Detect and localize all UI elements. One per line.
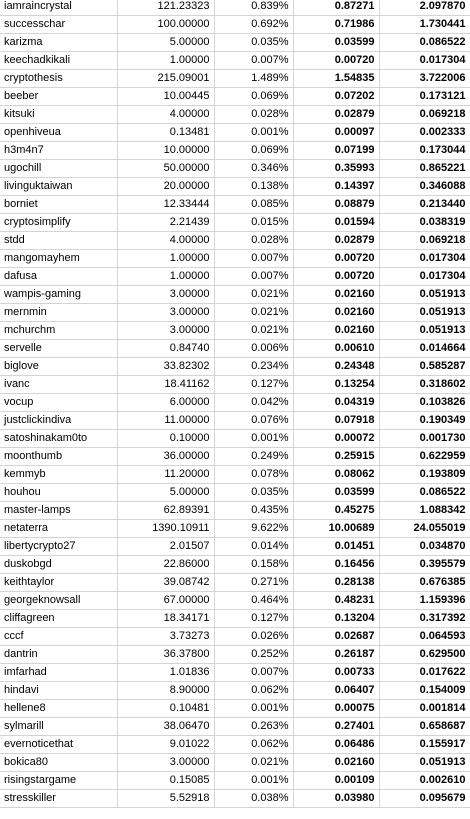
cell-value-2[interactable]: 0.017304 bbox=[379, 52, 470, 70]
table-row bbox=[0, 232, 470, 250]
cell-account[interactable]: dantrin bbox=[0, 646, 117, 664]
cell-percent[interactable]: 0.271% bbox=[214, 574, 293, 592]
cell-percent[interactable]: 0.021% bbox=[214, 304, 293, 322]
cell-value-1[interactable]: 0.13204 bbox=[293, 610, 379, 628]
cell-account[interactable]: risingstargame bbox=[0, 772, 117, 790]
table-row bbox=[0, 538, 470, 556]
cell-amount[interactable]: 1.01836 bbox=[117, 664, 214, 682]
table-row bbox=[0, 124, 470, 142]
cell-percent[interactable]: 0.001% bbox=[214, 430, 293, 448]
cell-value-1[interactable]: 0.02160 bbox=[293, 286, 379, 304]
cell-amount[interactable]: 2.21439 bbox=[117, 214, 214, 232]
cell-amount[interactable]: 3.00000 bbox=[117, 286, 214, 304]
cell-value-1[interactable]: 0.02879 bbox=[293, 232, 379, 250]
cell-value-2[interactable]: 0.038319 bbox=[379, 214, 470, 232]
cell-amount[interactable]: 1.00000 bbox=[117, 268, 214, 286]
table-row bbox=[0, 268, 470, 286]
table-row bbox=[0, 178, 470, 196]
cell-value-1[interactable]: 0.00720 bbox=[293, 52, 379, 70]
cell-percent[interactable]: 0.138% bbox=[214, 178, 293, 196]
cell-value-2[interactable]: 0.317392 bbox=[379, 610, 470, 628]
cell-value-2[interactable]: 0.001814 bbox=[379, 700, 470, 718]
cell-account[interactable]: vocup bbox=[0, 394, 117, 412]
table-row bbox=[0, 16, 470, 34]
cell-percent[interactable]: 0.035% bbox=[214, 484, 293, 502]
cell-value-2[interactable]: 0.585287 bbox=[379, 358, 470, 376]
cell-amount[interactable]: 3.73273 bbox=[117, 628, 214, 646]
cell-amount[interactable]: 36.37800 bbox=[117, 646, 214, 664]
table-row bbox=[0, 142, 470, 160]
cell-amount[interactable]: 38.06470 bbox=[117, 718, 214, 736]
cell-value-1[interactable]: 0.08062 bbox=[293, 466, 379, 484]
cell-amount[interactable]: 20.00000 bbox=[117, 178, 214, 196]
cell-account[interactable]: cliffagreen bbox=[0, 610, 117, 628]
cell-amount[interactable]: 67.00000 bbox=[117, 592, 214, 610]
cell-amount[interactable]: 5.00000 bbox=[117, 484, 214, 502]
cell-percent[interactable]: 0.001% bbox=[214, 772, 293, 790]
cell-value-1[interactable]: 0.45275 bbox=[293, 502, 379, 520]
table-row bbox=[0, 682, 470, 700]
cell-value-2[interactable]: 0.002610 bbox=[379, 772, 470, 790]
cell-percent[interactable]: 0.035% bbox=[214, 34, 293, 52]
table-row bbox=[0, 0, 470, 16]
cell-value-2[interactable]: 0.069218 bbox=[379, 232, 470, 250]
cell-value-1[interactable]: 0.00072 bbox=[293, 430, 379, 448]
cell-amount[interactable]: 18.34171 bbox=[117, 610, 214, 628]
cell-account[interactable]: evernoticethat bbox=[0, 736, 117, 754]
cell-account[interactable]: stdd bbox=[0, 232, 117, 250]
cell-percent[interactable]: 0.007% bbox=[214, 664, 293, 682]
cell-account[interactable]: cryptosimplify bbox=[0, 214, 117, 232]
table-row bbox=[0, 646, 470, 664]
cell-amount[interactable]: 62.89391 bbox=[117, 502, 214, 520]
cell-amount[interactable]: 10.00000 bbox=[117, 142, 214, 160]
cell-value-2[interactable]: 0.190349 bbox=[379, 412, 470, 430]
table-row bbox=[0, 106, 470, 124]
cell-account[interactable]: kitsuki bbox=[0, 106, 117, 124]
table-row bbox=[0, 34, 470, 52]
cell-amount[interactable]: 0.84740 bbox=[117, 340, 214, 358]
cell-value-1[interactable]: 0.14397 bbox=[293, 178, 379, 196]
cell-amount[interactable]: 22.86000 bbox=[117, 556, 214, 574]
table-row bbox=[0, 376, 470, 394]
cell-account[interactable]: kemmyb bbox=[0, 466, 117, 484]
cell-percent[interactable]: 0.069% bbox=[214, 142, 293, 160]
cell-amount[interactable]: 36.00000 bbox=[117, 448, 214, 466]
table-row bbox=[0, 556, 470, 574]
table-row bbox=[0, 772, 470, 790]
table-row bbox=[0, 664, 470, 682]
cell-value-1[interactable]: 0.07199 bbox=[293, 142, 379, 160]
cell-amount[interactable]: 5.00000 bbox=[117, 34, 214, 52]
cell-percent[interactable]: 0.007% bbox=[214, 268, 293, 286]
cell-value-1[interactable]: 0.00720 bbox=[293, 268, 379, 286]
cell-amount[interactable]: 9.01022 bbox=[117, 736, 214, 754]
cell-percent[interactable]: 0.021% bbox=[214, 322, 293, 340]
table-row bbox=[0, 466, 470, 484]
table-row bbox=[0, 160, 470, 178]
cell-account[interactable]: iamraincrystal bbox=[0, 0, 117, 16]
cell-amount[interactable]: 1.00000 bbox=[117, 52, 214, 70]
table-row bbox=[0, 394, 470, 412]
cell-value-1[interactable]: 0.87271 bbox=[293, 0, 379, 16]
cell-value-2[interactable]: 0.017622 bbox=[379, 664, 470, 682]
cell-percent[interactable]: 0.158% bbox=[214, 556, 293, 574]
cell-percent[interactable]: 0.028% bbox=[214, 232, 293, 250]
cell-amount[interactable]: 1390.10911 bbox=[117, 520, 214, 538]
cell-percent[interactable]: 0.028% bbox=[214, 106, 293, 124]
table-row bbox=[0, 736, 470, 754]
table-row bbox=[0, 718, 470, 736]
cell-value-2[interactable]: 1.088342 bbox=[379, 502, 470, 520]
cell-account[interactable]: successchar bbox=[0, 16, 117, 34]
cell-account[interactable]: keithtaylor bbox=[0, 574, 117, 592]
cell-percent[interactable]: 0.006% bbox=[214, 340, 293, 358]
cell-value-2[interactable]: 0.034870 bbox=[379, 538, 470, 556]
cell-account[interactable]: mchurchm bbox=[0, 322, 117, 340]
table-row bbox=[0, 196, 470, 214]
cell-amount[interactable]: 11.20000 bbox=[117, 466, 214, 484]
cell-value-1[interactable]: 0.00720 bbox=[293, 250, 379, 268]
cell-percent[interactable]: 0.085% bbox=[214, 196, 293, 214]
table-row bbox=[0, 250, 470, 268]
cell-value-1[interactable]: 0.13254 bbox=[293, 376, 379, 394]
cell-amount[interactable]: 215.09001 bbox=[117, 70, 214, 88]
cell-value-2[interactable]: 1.730441 bbox=[379, 16, 470, 34]
cell-value-1[interactable]: 0.03980 bbox=[293, 790, 379, 808]
table-row bbox=[0, 304, 470, 322]
cell-account[interactable]: ivanc bbox=[0, 376, 117, 394]
table-row bbox=[0, 52, 470, 70]
cell-value-1[interactable]: 0.02160 bbox=[293, 322, 379, 340]
cell-account[interactable]: stresskiller bbox=[0, 790, 117, 808]
cell-percent[interactable]: 0.069% bbox=[214, 88, 293, 106]
cell-account[interactable]: karizma bbox=[0, 34, 117, 52]
cell-value-2[interactable]: 0.155917 bbox=[379, 736, 470, 754]
cell-value-1[interactable]: 0.26187 bbox=[293, 646, 379, 664]
cell-value-2[interactable]: 0.622959 bbox=[379, 448, 470, 466]
cell-value-2[interactable]: 0.064593 bbox=[379, 628, 470, 646]
cell-account[interactable]: h3m4n7 bbox=[0, 142, 117, 160]
cell-value-1[interactable]: 0.35993 bbox=[293, 160, 379, 178]
cell-value-1[interactable]: 0.27401 bbox=[293, 718, 379, 736]
table-row bbox=[0, 700, 470, 718]
table-row bbox=[0, 610, 470, 628]
cell-value-2[interactable]: 1.159396 bbox=[379, 592, 470, 610]
cell-account[interactable]: justclickindiva bbox=[0, 412, 117, 430]
cell-account[interactable]: hindavi bbox=[0, 682, 117, 700]
cell-value-1[interactable]: 10.00689 bbox=[293, 520, 379, 538]
cell-account[interactable]: hellene8 bbox=[0, 700, 117, 718]
cell-account[interactable]: master-lamps bbox=[0, 502, 117, 520]
cell-value-2[interactable]: 0.051913 bbox=[379, 754, 470, 772]
cell-value-1[interactable]: 0.71986 bbox=[293, 16, 379, 34]
cell-amount[interactable]: 12.33444 bbox=[117, 196, 214, 214]
cell-percent[interactable]: 0.014% bbox=[214, 538, 293, 556]
table-row bbox=[0, 214, 470, 232]
cell-percent[interactable]: 0.062% bbox=[214, 736, 293, 754]
cell-account[interactable]: mangomayhem bbox=[0, 250, 117, 268]
cell-account[interactable]: netaterra bbox=[0, 520, 117, 538]
cell-percent[interactable]: 0.038% bbox=[214, 790, 293, 808]
cell-value-1[interactable]: 0.00733 bbox=[293, 664, 379, 682]
table-row bbox=[0, 286, 470, 304]
cell-value-2[interactable]: 0.676385 bbox=[379, 574, 470, 592]
cell-account[interactable]: sylmarill bbox=[0, 718, 117, 736]
cell-account[interactable]: keechadkikali bbox=[0, 52, 117, 70]
cell-amount[interactable]: 4.00000 bbox=[117, 106, 214, 124]
cell-percent[interactable]: 0.263% bbox=[214, 718, 293, 736]
cell-value-2[interactable]: 0.395579 bbox=[379, 556, 470, 574]
cell-amount[interactable]: 2.01507 bbox=[117, 538, 214, 556]
cell-account[interactable]: satoshinakam0to bbox=[0, 430, 117, 448]
cell-amount[interactable]: 5.52918 bbox=[117, 790, 214, 808]
cell-value-2[interactable]: 0.173121 bbox=[379, 88, 470, 106]
cell-value-1[interactable]: 0.02687 bbox=[293, 628, 379, 646]
cell-value-1[interactable]: 0.06407 bbox=[293, 682, 379, 700]
cell-account[interactable]: biglove bbox=[0, 358, 117, 376]
cell-value-1[interactable]: 0.08879 bbox=[293, 196, 379, 214]
cell-account[interactable]: ugochill bbox=[0, 160, 117, 178]
cell-amount[interactable]: 10.00445 bbox=[117, 88, 214, 106]
cell-amount[interactable]: 0.10000 bbox=[117, 430, 214, 448]
cell-percent[interactable]: 0.252% bbox=[214, 646, 293, 664]
cell-amount[interactable]: 11.00000 bbox=[117, 412, 214, 430]
cell-value-1[interactable]: 0.07202 bbox=[293, 88, 379, 106]
cell-amount[interactable]: 18.41162 bbox=[117, 376, 214, 394]
cell-account[interactable]: cryptothesis bbox=[0, 70, 117, 88]
cell-value-2[interactable]: 0.069218 bbox=[379, 106, 470, 124]
cell-value-2[interactable]: 0.193809 bbox=[379, 466, 470, 484]
table-row bbox=[0, 412, 470, 430]
cell-percent[interactable]: 0.001% bbox=[214, 700, 293, 718]
cell-percent[interactable]: 0.435% bbox=[214, 502, 293, 520]
cell-account[interactable]: moonthumb bbox=[0, 448, 117, 466]
table-row bbox=[0, 754, 470, 772]
cell-percent[interactable]: 0.078% bbox=[214, 466, 293, 484]
cell-value-1[interactable]: 1.54835 bbox=[293, 70, 379, 88]
cell-value-1[interactable]: 0.16456 bbox=[293, 556, 379, 574]
cell-value-2[interactable]: 2.097870 bbox=[379, 0, 470, 16]
cell-amount[interactable]: 39.08742 bbox=[117, 574, 214, 592]
cell-amount[interactable]: 121.23323 bbox=[117, 0, 214, 16]
cell-value-2[interactable]: 0.346088 bbox=[379, 178, 470, 196]
cell-percent[interactable]: 0.127% bbox=[214, 610, 293, 628]
cell-amount[interactable]: 33.82302 bbox=[117, 358, 214, 376]
cell-percent[interactable]: 0.015% bbox=[214, 214, 293, 232]
cell-percent[interactable]: 0.249% bbox=[214, 448, 293, 466]
cell-value-1[interactable]: 0.00610 bbox=[293, 340, 379, 358]
cell-value-1[interactable]: 0.02160 bbox=[293, 754, 379, 772]
cell-value-2[interactable]: 0.213440 bbox=[379, 196, 470, 214]
cell-amount[interactable]: 8.90000 bbox=[117, 682, 214, 700]
cell-amount[interactable]: 0.15085 bbox=[117, 772, 214, 790]
cell-value-2[interactable]: 0.051913 bbox=[379, 286, 470, 304]
cell-value-2[interactable]: 0.629500 bbox=[379, 646, 470, 664]
cell-value-1[interactable]: 0.28138 bbox=[293, 574, 379, 592]
cell-percent[interactable]: 0.076% bbox=[214, 412, 293, 430]
table-row bbox=[0, 520, 470, 538]
cell-amount[interactable]: 3.00000 bbox=[117, 754, 214, 772]
cell-value-1[interactable]: 0.25915 bbox=[293, 448, 379, 466]
cell-percent[interactable]: 9.622% bbox=[214, 520, 293, 538]
cell-value-1[interactable]: 0.07918 bbox=[293, 412, 379, 430]
cell-percent[interactable]: 0.234% bbox=[214, 358, 293, 376]
cell-amount[interactable]: 1.00000 bbox=[117, 250, 214, 268]
cell-percent[interactable]: 0.007% bbox=[214, 52, 293, 70]
cell-value-2[interactable]: 0.086522 bbox=[379, 34, 470, 52]
cell-value-2[interactable]: 0.001730 bbox=[379, 430, 470, 448]
cell-value-2[interactable]: 0.865221 bbox=[379, 160, 470, 178]
cell-value-1[interactable]: 0.04319 bbox=[293, 394, 379, 412]
cell-value-1[interactable]: 0.01594 bbox=[293, 214, 379, 232]
cell-value-2[interactable]: 0.658687 bbox=[379, 718, 470, 736]
cell-percent[interactable]: 0.021% bbox=[214, 286, 293, 304]
cell-account[interactable]: mernmin bbox=[0, 304, 117, 322]
cell-percent[interactable]: 0.001% bbox=[214, 124, 293, 142]
cell-value-2[interactable]: 0.051913 bbox=[379, 304, 470, 322]
cell-account[interactable]: dafusa bbox=[0, 268, 117, 286]
cell-account[interactable]: bokica80 bbox=[0, 754, 117, 772]
cell-account[interactable]: openhiveua bbox=[0, 124, 117, 142]
table-row bbox=[0, 430, 470, 448]
table-row bbox=[0, 628, 470, 646]
cell-account[interactable]: duskobgd bbox=[0, 556, 117, 574]
cell-value-2[interactable]: 3.722006 bbox=[379, 70, 470, 88]
cell-value-2[interactable]: 0.002333 bbox=[379, 124, 470, 142]
cell-percent[interactable]: 0.346% bbox=[214, 160, 293, 178]
cell-value-2[interactable]: 0.051913 bbox=[379, 322, 470, 340]
cell-value-1[interactable]: 0.00075 bbox=[293, 700, 379, 718]
cell-account[interactable]: servelle bbox=[0, 340, 117, 358]
cell-account[interactable]: libertycrypto27 bbox=[0, 538, 117, 556]
cell-percent[interactable]: 0.007% bbox=[214, 250, 293, 268]
cell-value-1[interactable]: 0.02160 bbox=[293, 304, 379, 322]
cell-amount[interactable]: 4.00000 bbox=[117, 232, 214, 250]
cell-amount[interactable]: 100.00000 bbox=[117, 16, 214, 34]
cell-percent[interactable]: 0.062% bbox=[214, 682, 293, 700]
cell-account[interactable]: wampis-gaming bbox=[0, 286, 117, 304]
cell-value-2[interactable]: 0.154009 bbox=[379, 682, 470, 700]
cell-percent[interactable]: 0.127% bbox=[214, 376, 293, 394]
cell-value-1[interactable]: 0.02879 bbox=[293, 106, 379, 124]
cell-value-1[interactable]: 0.48231 bbox=[293, 592, 379, 610]
cell-percent[interactable]: 0.026% bbox=[214, 628, 293, 646]
cell-percent[interactable]: 0.692% bbox=[214, 16, 293, 34]
cell-value-2[interactable]: 24.055019 bbox=[379, 520, 470, 538]
table-row bbox=[0, 448, 470, 466]
cell-value-2[interactable]: 0.017304 bbox=[379, 268, 470, 286]
table-row bbox=[0, 358, 470, 376]
cell-account[interactable]: georgeknowsall bbox=[0, 592, 117, 610]
cell-value-1[interactable]: 0.06486 bbox=[293, 736, 379, 754]
cell-value-1[interactable]: 0.00097 bbox=[293, 124, 379, 142]
cell-value-2[interactable]: 0.173044 bbox=[379, 142, 470, 160]
cell-value-2[interactable]: 0.014664 bbox=[379, 340, 470, 358]
table-row bbox=[0, 88, 470, 106]
cell-value-1[interactable]: 0.03599 bbox=[293, 484, 379, 502]
cell-value-2[interactable]: 0.103826 bbox=[379, 394, 470, 412]
cell-value-2[interactable]: 0.017304 bbox=[379, 250, 470, 268]
cell-value-1[interactable]: 0.00109 bbox=[293, 772, 379, 790]
table-row bbox=[0, 340, 470, 358]
cell-account[interactable]: houhou bbox=[0, 484, 117, 502]
cell-value-1[interactable]: 0.24348 bbox=[293, 358, 379, 376]
cell-value-1[interactable]: 0.01451 bbox=[293, 538, 379, 556]
cell-amount[interactable]: 3.00000 bbox=[117, 304, 214, 322]
cell-account[interactable]: borniet bbox=[0, 196, 117, 214]
cell-amount[interactable]: 6.00000 bbox=[117, 394, 214, 412]
cell-amount[interactable]: 0.13481 bbox=[117, 124, 214, 142]
cell-value-2[interactable]: 0.318602 bbox=[379, 376, 470, 394]
table-row bbox=[0, 484, 470, 502]
table-row bbox=[0, 790, 470, 808]
cell-percent[interactable]: 0.839% bbox=[214, 0, 293, 16]
table-row bbox=[0, 592, 470, 610]
cell-amount[interactable]: 0.10481 bbox=[117, 700, 214, 718]
cell-account[interactable]: imfarhad bbox=[0, 664, 117, 682]
cell-percent[interactable]: 1.489% bbox=[214, 70, 293, 88]
table-row bbox=[0, 574, 470, 592]
cell-amount[interactable]: 3.00000 bbox=[117, 322, 214, 340]
cell-account[interactable]: beeber bbox=[0, 88, 117, 106]
cell-percent[interactable]: 0.464% bbox=[214, 592, 293, 610]
table-row bbox=[0, 322, 470, 340]
cell-value-2[interactable]: 0.095679 bbox=[379, 790, 470, 808]
cell-account[interactable]: cccf bbox=[0, 628, 117, 646]
table-row bbox=[0, 502, 470, 520]
cell-percent[interactable]: 0.042% bbox=[214, 394, 293, 412]
cell-value-1[interactable]: 0.03599 bbox=[293, 34, 379, 52]
cell-percent[interactable]: 0.021% bbox=[214, 754, 293, 772]
table-row bbox=[0, 70, 470, 88]
cell-value-2[interactable]: 0.086522 bbox=[379, 484, 470, 502]
cell-account[interactable]: livinguktaiwan bbox=[0, 178, 117, 196]
cell-amount[interactable]: 50.00000 bbox=[117, 160, 214, 178]
